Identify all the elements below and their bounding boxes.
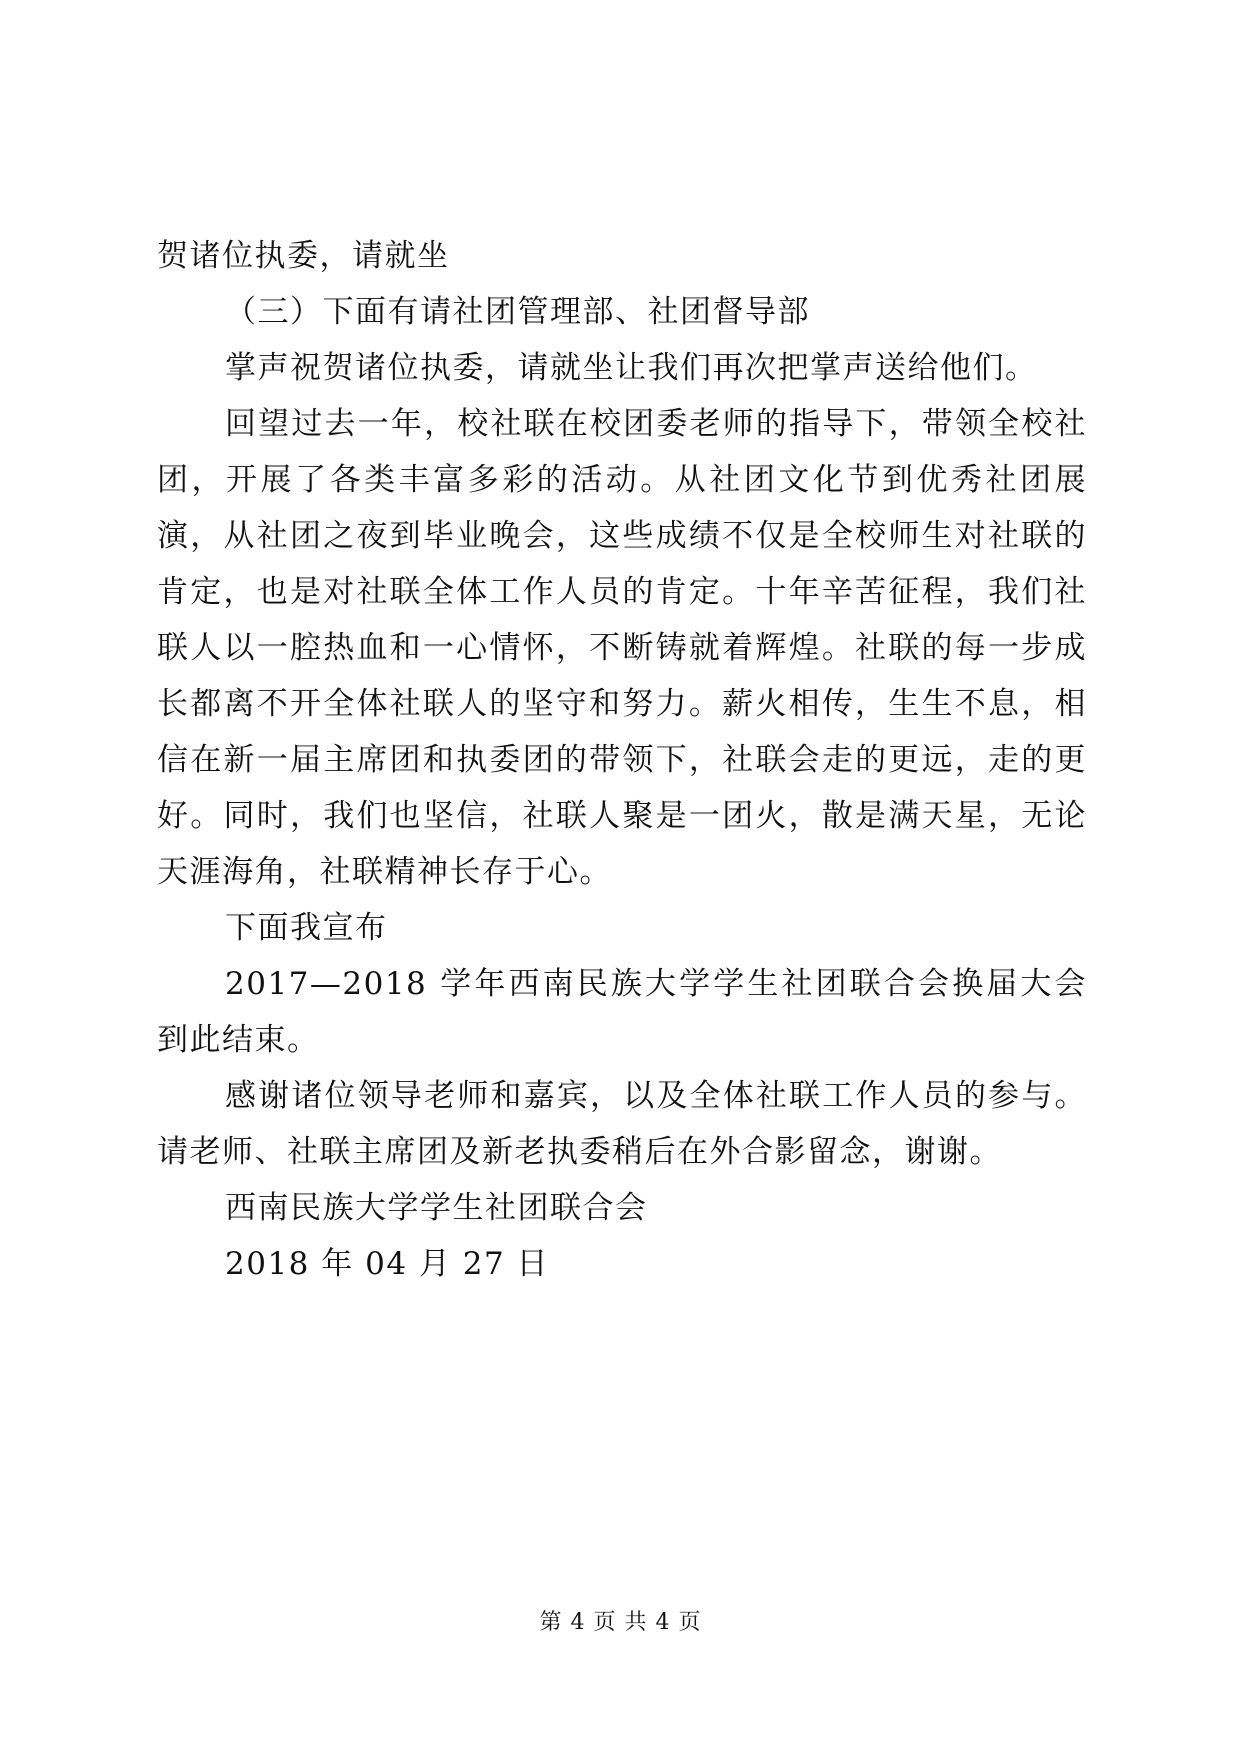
signature-date: 2018 年 04 月 27 日 (225, 1246, 550, 1282)
document-body (157, 228, 1087, 1292)
paragraph-continuation: 贺诸位执委，请就坐 (157, 238, 450, 274)
paragraph-section-three: （三）下面有请社团管理部、社团督导部 (225, 294, 810, 330)
paragraph-applause: 掌声祝贺诸位执委，请就坐让我们再次把掌声送给他们。 (225, 350, 1038, 386)
signature-organization: 西南民族大学学生社团联合会 (225, 1190, 648, 1226)
paragraph-review: 回望过去一年，校社联在校团委老师的指导下，带领全校社团，开展了各类丰富多彩的活动。从社团文化节到优秀社团展演，从社团之夜到毕业晚会，这些成绩不仅是全校师生对社联的肯定，也是对社联全体工作人员的肯定。十年辛苦征程，我们社联人以一腔热血和一心情怀，不断铸就着辉煌。社联的每一步成长都离不开全体社联人的坚守和努力。薪火相传，生生不息，相信在新一届主席团和执委团的带领下，社联会走的更远，走的更好。同时，我们也坚信，社联人聚是一团火，散是满天星，无论天涯海角，社联精神长存于心。 (157, 406, 1087, 890)
paragraph-thanks: 感谢诸位领导老师和嘉宾，以及全体社联工作人员的参与。请老师、社联主席团及新老执委稍后在外合影留念，谢谢。 (157, 1078, 1087, 1170)
paragraph-closing: 2017—2018 学年西南民族大学学生社团联合会换届大会到此结束。 (157, 966, 1087, 1058)
paragraph-announce: 下面我宣布 (225, 910, 388, 946)
page-number: 第 4 页 共 4 页 (539, 1610, 702, 1635)
